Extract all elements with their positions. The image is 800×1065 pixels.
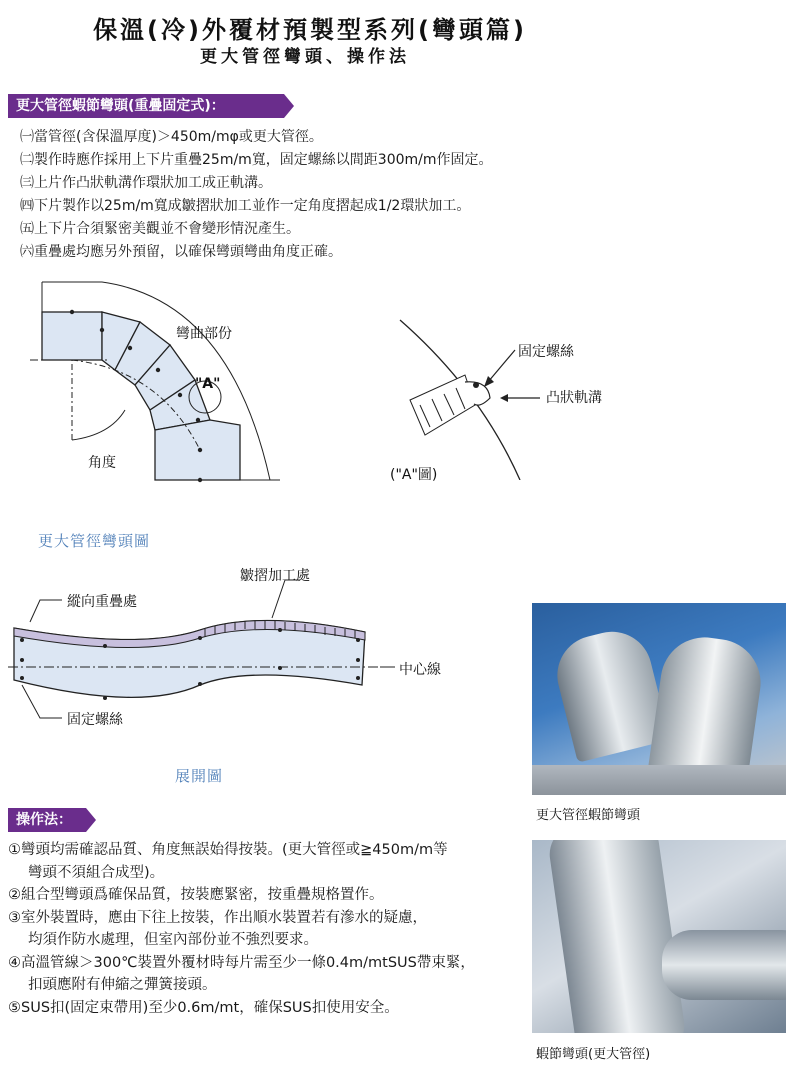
development-diagram — [0, 560, 440, 720]
spec-item: ㈥重疊處均應另外預留，以確保彎頭彎曲角度正確。 — [20, 244, 342, 260]
label-longitudinal-overlap: 縱向重疊處 — [67, 594, 137, 610]
label-centerline: 中心線 — [399, 662, 441, 678]
label-angle: 角度 — [88, 455, 116, 471]
spec-item: ㈠當管徑(含保溫厚度)＞450m/mφ或更大管徑。 — [20, 129, 323, 145]
photo-elbow-1 — [532, 603, 786, 795]
operation-item: ⑤SUS扣(固定束帶用)至少0.6m/mt，確保SUS扣使用安全。 — [8, 999, 399, 1016]
page-subtitle: 更大管徑彎頭、操作法 — [200, 47, 410, 67]
photo-cylinder-right — [648, 632, 767, 785]
spec-item: ㈢上片作凸狀軌溝作環狀加工成正軌溝。 — [20, 175, 272, 191]
spec-item: ㈡製作時應作採用上下片重疊25m/m寬，固定螺絲以間距300m/m作固定。 — [20, 152, 493, 168]
label-bend-part: 彎曲部份 — [176, 326, 232, 342]
operation-item: ①彎頭均需確認品質、角度無誤始得按裝。(更大管徑或≧450m/m等 — [8, 842, 448, 858]
operation-list — [8, 839, 475, 1019]
label-fixing-screw: 固定螺絲 — [518, 344, 574, 360]
operation-item-continued: 彎頭不須組合成型)。 — [28, 864, 165, 881]
caption-development: 展開圖 — [175, 767, 224, 785]
spec-list — [20, 126, 493, 264]
label-a-marker: "A" — [195, 376, 221, 392]
label-pleat-area: 皺摺加工處 — [240, 568, 310, 584]
caption-elbow-diagram: 更大管徑彎頭圖 — [38, 532, 151, 550]
operation-item: ④高溫管線＞300℃裝置外覆材時每片需至少一條0.4m/mtSUS帶束緊， — [8, 954, 475, 971]
operation-item-continued: 均須作防水處理，但室內部份並不強烈要求。 — [28, 932, 318, 948]
page-title: 保溫(冷)外覆材預製型系列(彎頭篇) — [93, 16, 527, 44]
section-heading-elbow: 更大管徑蝦節彎頭(重疊固定式)： — [8, 94, 284, 118]
label-raised-groove: 凸狀軌溝 — [546, 390, 602, 406]
caption-detail-a: ("A"圖) — [390, 467, 438, 483]
section-heading-operation: 操作法： — [8, 808, 86, 832]
operation-item: ②組合型彎頭爲確保品質，按裝應緊密，按重疊規格置作。 — [8, 887, 384, 903]
elbow-diagram — [0, 270, 320, 520]
operation-item: ③室外裝置時，應由下往上按裝，作出順水裝置若有滲水的疑慮， — [8, 909, 427, 926]
photo-vertical-pipe — [546, 840, 688, 1033]
photo-elbow-2 — [532, 840, 786, 1033]
caption-photo-1: 更大管徑蝦節彎頭 — [536, 808, 641, 823]
photo-floor — [532, 765, 786, 795]
spec-item: ㈤上下片合須緊密美觀並不會變形情況產生。 — [20, 221, 300, 237]
spec-item: ㈣下片製作以25m/m寬成皺摺狀加工並作一定角度摺起成1/2環狀加工。 — [20, 198, 471, 214]
label-fixing-screw-2: 固定螺絲 — [67, 712, 123, 728]
caption-photo-2: 蝦節彎頭(更大管徑) — [536, 1047, 651, 1062]
photo-horizontal-pipe — [662, 930, 786, 1000]
operation-item-continued: 扣頭應附有伸縮之彈簧接頭。 — [28, 977, 217, 993]
